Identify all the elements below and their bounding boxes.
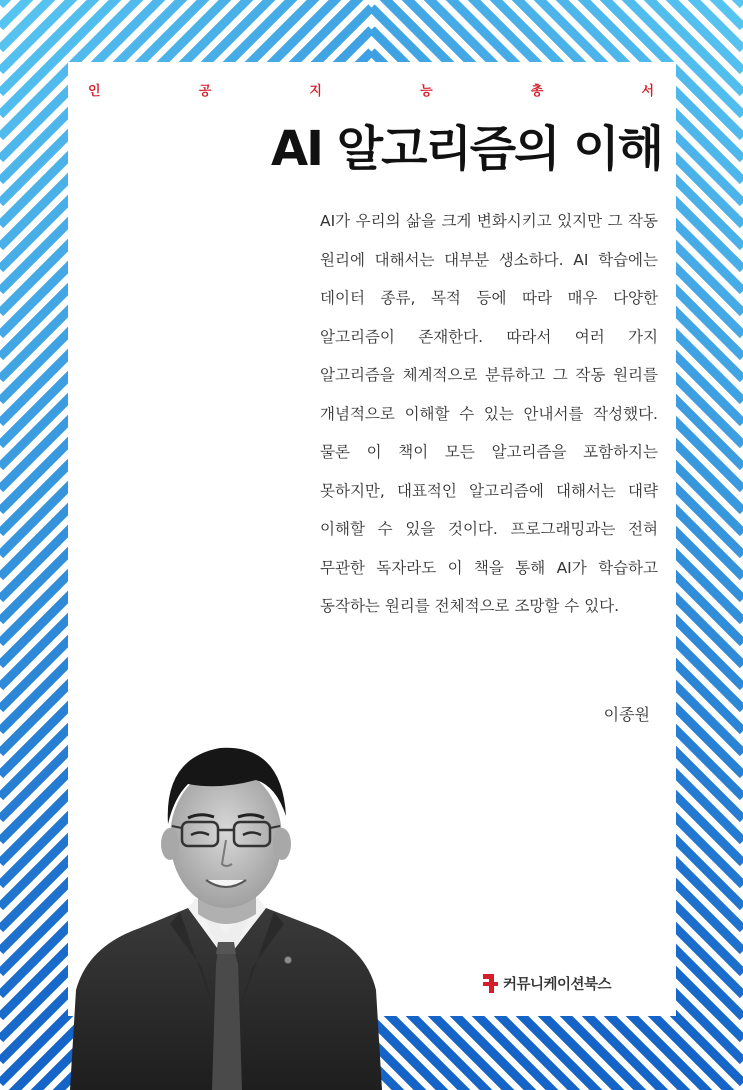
publisher-name: 커뮤니케이션북스 — [503, 977, 612, 993]
book-title: AI 알고리즘의 이해 — [270, 121, 662, 177]
series-char: 서 — [641, 84, 654, 99]
author-photo — [70, 728, 382, 1090]
publisher-logo-icon — [483, 974, 498, 993]
publisher-mark — [483, 973, 611, 994]
series-char: 공 — [198, 84, 212, 99]
series-char: 능 — [420, 84, 433, 99]
book-description: AI가 우리의 삶을 크게 변화시키고 있지만 그 작동 원리에 대해서는 대부분 생소하다. AI 학습에는 데이터 종류, 목적 등에 따라 매우 다양한 알고리즘이 존재한다. 따라서 여러 가지 알고리즘을 체계적으로 분류하고 그 작동 원리를 개념적으로 이해할 수 있는 안내서를 작성했다. 물론 이 책이 모든 알고리즘을 포함하지는 못하지만, 대표적인 알고리즘에 대해서는 대략 이해할 수 있을 것이다. 프로그래밍과는 전혀 무관한 독자라도 이 책을 통해 AI가 학습하고 동작하는 원리를 전체적으로 조망할 수 있다. — [320, 212, 658, 615]
series-char: 인 — [88, 84, 101, 99]
series-char: 총 — [530, 84, 544, 99]
author-name: 이종원 — [603, 705, 650, 724]
series-label — [68, 80, 676, 99]
series-char: 지 — [309, 84, 322, 99]
